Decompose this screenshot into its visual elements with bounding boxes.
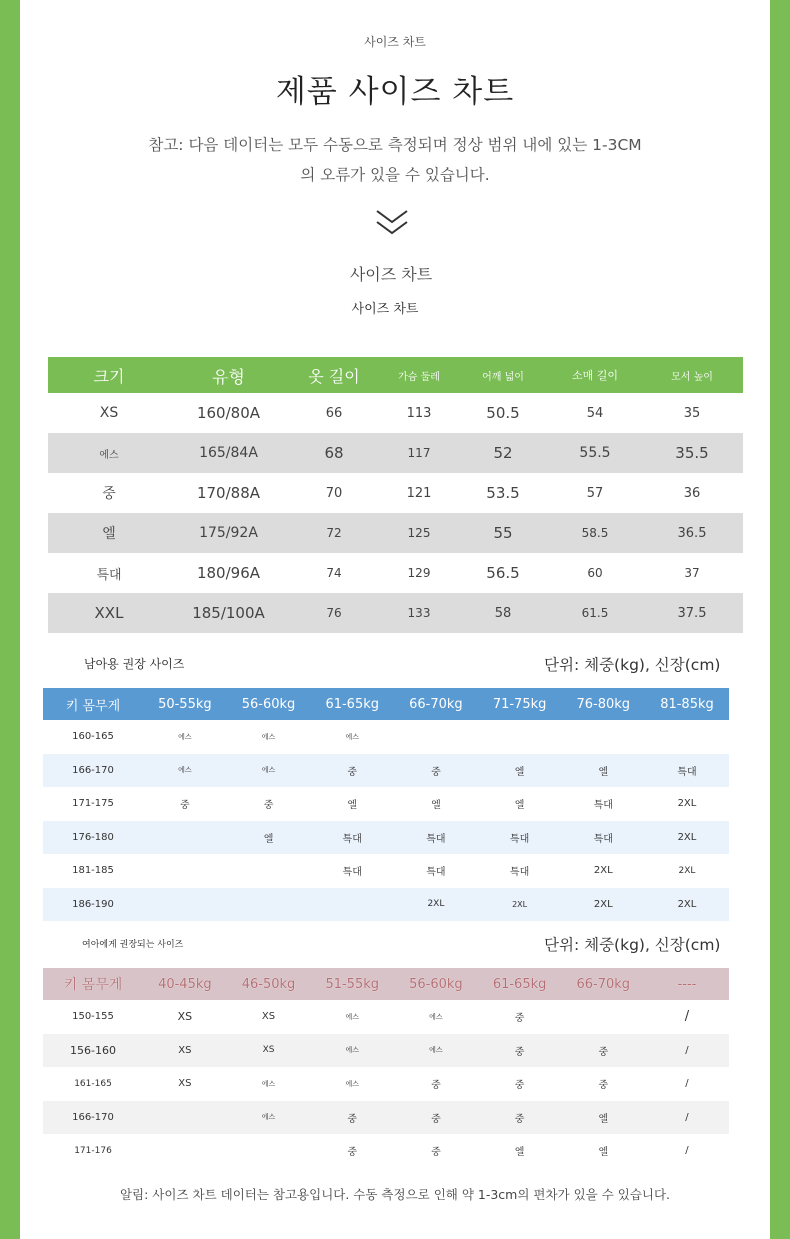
girls-section-label: 여아에게 권장되는 사이즈 — [82, 940, 184, 950]
cell: 엘 — [347, 800, 358, 812]
cell: / — [685, 1145, 689, 1157]
height-cell: 171-176 — [74, 1145, 112, 1156]
size-table — [48, 357, 743, 633]
cell: 특대 — [593, 833, 613, 845]
cell: / — [685, 1044, 689, 1056]
cell: 76 — [326, 606, 342, 620]
double-chevron-down-icon — [375, 208, 409, 238]
cell: 중 — [514, 1046, 525, 1058]
cell: 180/96A — [196, 564, 261, 582]
cell: 117 — [407, 446, 431, 460]
cell: 특대 — [342, 867, 362, 879]
header-type: 유형 — [212, 367, 245, 388]
table-row — [43, 720, 729, 754]
header-cell: 66-70kg — [576, 976, 631, 992]
header-cell: 61-65kg — [325, 696, 379, 712]
cell: 2XL — [678, 865, 696, 876]
cell: / — [685, 1078, 689, 1090]
section-subtitle-small: 사이즈 차트 — [351, 302, 419, 317]
cell: 중 — [598, 1080, 609, 1092]
section-subtitle: 사이즈 차트 — [349, 265, 433, 284]
header-cell: 키 몸무게 — [65, 698, 121, 714]
cell: 에스 — [345, 1046, 359, 1055]
cell: 특대 — [426, 833, 446, 845]
height-cell: 171-175 — [72, 798, 114, 810]
table-row — [43, 821, 729, 855]
cell: 에스 — [261, 1113, 276, 1122]
cell: 중 — [598, 1046, 609, 1058]
height-cell: 166-170 — [72, 1111, 114, 1123]
girls-table-header — [43, 968, 729, 1000]
height-cell: 181-185 — [72, 865, 114, 877]
header-cell: 51-55kg — [325, 976, 379, 992]
cell: 185/100A — [192, 604, 265, 622]
cell: 엘 — [431, 800, 441, 812]
cell: 53.5 — [486, 484, 520, 502]
boys-section-label: 남아용 권장 사이즈 — [84, 657, 185, 671]
header-sleeve: 소매 길이 — [571, 369, 618, 382]
cell: XS — [261, 1011, 276, 1023]
header-cell: 46-50kg — [241, 976, 296, 992]
note-line-2: 의 오류가 있을 수 있습니다. — [300, 166, 490, 184]
cell: 35.5 — [675, 444, 709, 462]
cell: 133 — [407, 606, 431, 620]
girls-unit-note: 단위: 체중(kg), 신장(cm) — [544, 936, 721, 954]
cell: 36.5 — [677, 525, 707, 541]
cell: 68 — [324, 444, 344, 462]
note-line-1: 참고: 다음 데이터는 모두 수동으로 측정되며 정상 범위 내에 있는 1-3CM — [148, 136, 642, 154]
cell: 특대 — [509, 833, 530, 845]
height-cell: 150-155 — [72, 1011, 114, 1023]
cell: XS — [99, 405, 119, 421]
cell: 중 — [347, 1113, 358, 1125]
header-cell: 81-85kg — [660, 696, 714, 712]
cell: 에스 — [261, 732, 276, 741]
header-cell: 56-60kg — [241, 696, 296, 712]
cell: 에스 — [261, 766, 276, 775]
table-row — [43, 1067, 729, 1101]
boys-table-header — [43, 688, 729, 720]
cell: 2XL — [427, 899, 445, 910]
cell: 에스 — [261, 1079, 276, 1088]
cell: 엘 — [263, 833, 274, 845]
boys-unit-note: 단위: 체중(kg), 신장(cm) — [544, 656, 721, 674]
cell: 52 — [493, 444, 513, 462]
cell: 2XL — [593, 898, 613, 910]
height-cell: 156-160 — [70, 1043, 116, 1057]
header-shoulder: 어깨 넓이 — [482, 371, 524, 383]
height-cell: 161-165 — [74, 1078, 112, 1089]
cell: 특대 — [96, 567, 122, 583]
cell: 특대 — [593, 800, 613, 812]
cell: 175/92A — [199, 525, 258, 541]
cell: 엘 — [598, 766, 609, 778]
cell: 37 — [684, 566, 700, 580]
measurement-note — [20, 130, 770, 190]
cell: 2XL — [593, 865, 613, 877]
header-size: 크기 — [93, 366, 125, 386]
cell: XS — [177, 1010, 193, 1024]
cell: 특대 — [677, 766, 697, 778]
cell: 58 — [494, 605, 512, 621]
header-cell: 50-55kg — [158, 696, 212, 712]
cell: 60 — [587, 566, 603, 580]
cell: 중 — [514, 1080, 525, 1092]
cell: 2XL — [677, 898, 697, 910]
cell: 엘 — [514, 1147, 525, 1159]
cell: 56.5 — [486, 564, 520, 582]
header-length: 옷 길이 — [308, 366, 360, 386]
cell: 엘 — [514, 766, 525, 778]
cell: 57 — [586, 485, 604, 501]
cell: 74 — [326, 566, 342, 580]
cell: 에스 — [429, 1046, 443, 1055]
cell: 37.5 — [677, 605, 707, 621]
cell: XS — [178, 1044, 192, 1056]
cell: 61.5 — [581, 606, 609, 620]
height-cell: 176-180 — [72, 831, 114, 843]
cell: 중 — [514, 1013, 525, 1025]
cell: 중 — [431, 1147, 441, 1159]
cell: 170/88A — [196, 484, 261, 502]
cell: 55 — [493, 524, 513, 542]
cell: 특대 — [342, 833, 362, 845]
cell: 165/84A — [199, 445, 258, 461]
cell: 중 — [347, 1147, 358, 1159]
cell: 엘 — [514, 800, 525, 812]
height-cell: 160-165 — [72, 731, 114, 743]
header-cell: ---- — [677, 976, 697, 992]
cell: / — [685, 1111, 689, 1123]
cell: 113 — [406, 405, 432, 421]
cell: 에스 — [178, 732, 192, 741]
cell: 에스 — [345, 732, 359, 741]
cell: 35 — [683, 405, 701, 421]
boys-size-table — [43, 688, 729, 921]
cell: 중 — [431, 766, 441, 778]
cell: 중 — [180, 800, 190, 812]
cell: 에스 — [345, 1012, 359, 1021]
cell: 에스 — [178, 766, 192, 775]
cell: 특대 — [426, 867, 446, 879]
table-row — [48, 553, 743, 593]
cell: 2XL — [677, 831, 697, 843]
cell: 엘 — [598, 1147, 609, 1159]
page — [20, 0, 770, 1239]
footer-notice: 알림: 사이즈 차트 데이터는 참고용입니다. 수동 측정으로 인해 약 1-3cm의 편차가 있을 수 있습니다. — [119, 1187, 671, 1202]
cell: XXL — [94, 604, 124, 622]
cell: 엘 — [598, 1113, 609, 1125]
cell: 72 — [326, 526, 342, 540]
header-collar: 모서 높이 — [671, 371, 713, 383]
header-cell: 76-80kg — [576, 696, 631, 712]
cell: 특대 — [509, 867, 530, 879]
header-chest: 가슴 둘레 — [398, 371, 440, 383]
cell: 50.5 — [486, 404, 520, 422]
girls-size-table — [43, 968, 729, 1168]
size-table-header — [48, 357, 743, 393]
table-row — [48, 593, 743, 633]
cell: 55.5 — [579, 445, 611, 461]
cell: XS — [262, 1045, 275, 1056]
cell: 58.5 — [581, 526, 609, 540]
table-row — [43, 1000, 729, 1034]
cell: 121 — [406, 485, 432, 501]
cell: 중 — [263, 800, 274, 812]
header-cell: 66-70kg — [409, 696, 463, 712]
table-row — [43, 1134, 729, 1168]
cell: 중 — [514, 1113, 525, 1125]
table-row — [43, 1101, 729, 1135]
cell: 중 — [347, 766, 358, 778]
cell: XS — [178, 1078, 192, 1090]
table-row — [43, 1034, 729, 1068]
header-cell: 40-45kg — [158, 976, 212, 992]
cell: 중 — [431, 1080, 441, 1092]
table-row — [48, 473, 743, 513]
table-row — [43, 854, 729, 888]
header-cell: 71-75kg — [492, 696, 547, 712]
cell: 70 — [325, 485, 343, 501]
cell: 36 — [683, 485, 701, 501]
cell: 66 — [325, 405, 343, 421]
table-row — [48, 513, 743, 553]
header-cell: 61-65kg — [492, 976, 547, 992]
header-cell: 키 몸무게 — [63, 977, 123, 993]
table-row — [43, 888, 729, 922]
table-row — [48, 393, 743, 433]
cell: 엘 — [102, 526, 116, 542]
small-title: 사이즈 차트 — [364, 35, 426, 49]
cell: 160/80A — [196, 404, 261, 422]
page-title: 제품 사이즈 차트 — [275, 74, 515, 110]
cell: 54 — [586, 405, 604, 421]
cell: 2XL — [512, 899, 528, 909]
cell: 에스 — [99, 449, 119, 461]
table-row — [43, 787, 729, 821]
cell: 에스 — [345, 1079, 359, 1088]
table-row — [43, 754, 729, 788]
cell: 129 — [407, 566, 431, 580]
cell: 중 — [102, 486, 116, 502]
height-cell: 166-170 — [72, 764, 114, 776]
table-row — [48, 433, 743, 473]
header-cell: 56-60kg — [409, 976, 463, 992]
cell: 2XL — [677, 798, 697, 810]
cell: 에스 — [429, 1012, 443, 1021]
cell: 125 — [407, 526, 431, 540]
cell: 중 — [431, 1113, 441, 1125]
height-cell: 186-190 — [72, 898, 114, 910]
cell: / — [684, 1009, 690, 1025]
